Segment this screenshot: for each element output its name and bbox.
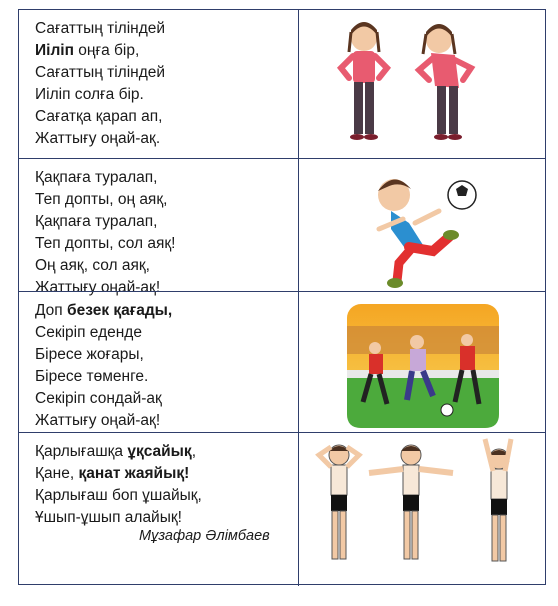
text: Жаттығу оңай-ақ. (35, 130, 161, 147)
girls-bending-exercise-image (299, 10, 545, 158)
poem-line (35, 388, 172, 410)
poem-line (35, 441, 202, 463)
football-match-image (299, 292, 545, 432)
poem-author: Мұзафар Әлімбаев (139, 528, 270, 544)
poem-line (35, 18, 165, 40)
text: Секіріп сондай-ақ (35, 390, 162, 407)
bold-text: қанат жаяйық! (78, 465, 190, 482)
text: Теп допты, оң аяқ, (35, 191, 168, 208)
text: Біресе жоғары, (35, 346, 144, 363)
poem-line (35, 106, 165, 128)
text: Иіліп солға бір. (35, 86, 144, 103)
text: , (191, 443, 196, 460)
bold-text: Иіліп (35, 42, 74, 59)
poem-line (35, 410, 172, 432)
poem-line (35, 128, 165, 150)
text: Жаттығу оңай-ақ! (35, 412, 161, 429)
boys-arm-exercises-image (299, 433, 545, 586)
text: Біресе төменге. (35, 368, 149, 385)
text: Доп (35, 302, 67, 319)
poem-line (35, 40, 165, 62)
poem-line (35, 211, 175, 233)
bold-text: ұқсайық (127, 443, 192, 460)
text: Қарлығашқа (35, 443, 128, 460)
table-row (19, 10, 545, 158)
poem-line (35, 62, 165, 84)
text: Сағаттың тіліндей (35, 20, 166, 37)
text: Жаттығу оңай-ақ! (35, 279, 161, 296)
poem-line (35, 255, 175, 277)
poem-line (35, 189, 175, 211)
text: Қақпаға туралап, (35, 169, 158, 186)
poem-line (35, 463, 202, 485)
text: Қарлығаш боп ұшайық, (35, 487, 202, 504)
boy-kicking-ball-image (299, 159, 545, 291)
table-row (19, 291, 545, 432)
poem-line (35, 322, 172, 344)
text: Қане, (35, 465, 79, 482)
text: Ұшып-ұшып алайық! (35, 509, 182, 526)
poem-table (18, 9, 546, 585)
stanza-text (35, 18, 165, 150)
poem-line (35, 84, 165, 106)
table-row (19, 432, 545, 586)
text: Секіріп еденде (35, 324, 142, 341)
stanza-text (35, 441, 202, 529)
poem-line (35, 233, 175, 255)
bold-text: безек қағады, (67, 302, 173, 319)
poem-line (35, 485, 202, 507)
text: Теп допты, сол аяқ! (35, 235, 176, 252)
text: оңға бір, (73, 42, 140, 59)
stanza-text (35, 167, 175, 299)
text: Оң аяқ, сол аяқ, (35, 257, 150, 274)
poem-line (35, 507, 202, 529)
text: Сағатқа қарап ап, (35, 108, 163, 125)
table-row (19, 158, 545, 296)
poem-line (35, 344, 172, 366)
poem-line (35, 366, 172, 388)
text: Қақпаға туралап, (35, 213, 158, 230)
stanza-text (35, 300, 172, 432)
poem-line (35, 300, 172, 322)
text: Сағаттың тіліндей (35, 64, 166, 81)
poem-line (35, 167, 175, 189)
